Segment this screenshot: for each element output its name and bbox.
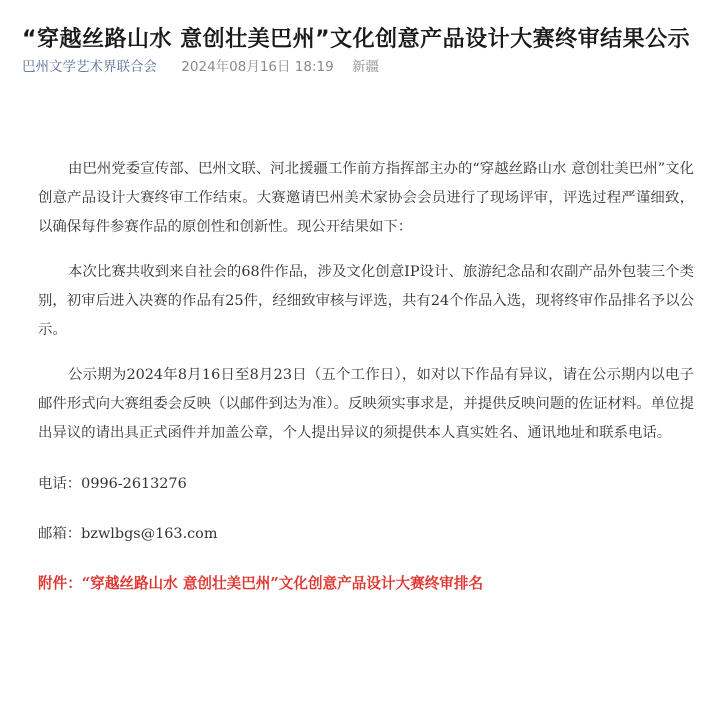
article-meta: [22, 56, 379, 78]
publish-location: 新疆: [352, 59, 380, 75]
article-body: [38, 155, 694, 598]
paragraph-notice: 公示期为2024年8月16日至8月23日（五个工作日），如对以下作品有异议，请在公示期内以电子邮件形式向大赛组委会反映（以邮件到达为准）。反映须实事求是，并提供反映问题的佐证材料。单位提出异议的请出具正式函件并加盖公章，个人提出异议的须提供本人真实姓名、通讯地址和联系电话。: [38, 367, 694, 441]
paragraph-results: 本次比赛共收到来自社会的68件作品，涉及文化创意IP设计、旅游纪念品和农副产品外包装三个类别，初审后进入决赛的作品有25件，经细致审核与评选，共有24个作品入选，现将终审作品排名予以公示。: [38, 264, 694, 338]
contact-phone: 电话：0996-2613276: [38, 476, 187, 492]
paragraph-intro: 由巴州党委宣传部、巴州文联、河北援疆工作前方指挥部主办的“穿越丝路山水 意创壮美巴州”文化创意产品设计大赛终审工作结束。大赛邀请巴州美术家协会会员进行了现场评审，评选过程严谨细致，以确保每件参赛作品的原创性和创新性。现公开结果如下：: [38, 161, 694, 235]
contact-email: 邮箱：bzwlbgs@163.com: [38, 526, 218, 542]
source-account-link[interactable]: 巴州文学艺术界联合会: [22, 59, 157, 75]
attachment-title: 附件：“穿越丝路山水 意创壮美巴州”文化创意产品设计大赛终审排名: [38, 575, 484, 592]
article-title: “穿越丝路山水 意创壮美巴州”文化创意产品设计大赛终审结果公示: [22, 26, 691, 52]
publish-datetime: 2024年08月16日 18:19: [181, 59, 334, 75]
